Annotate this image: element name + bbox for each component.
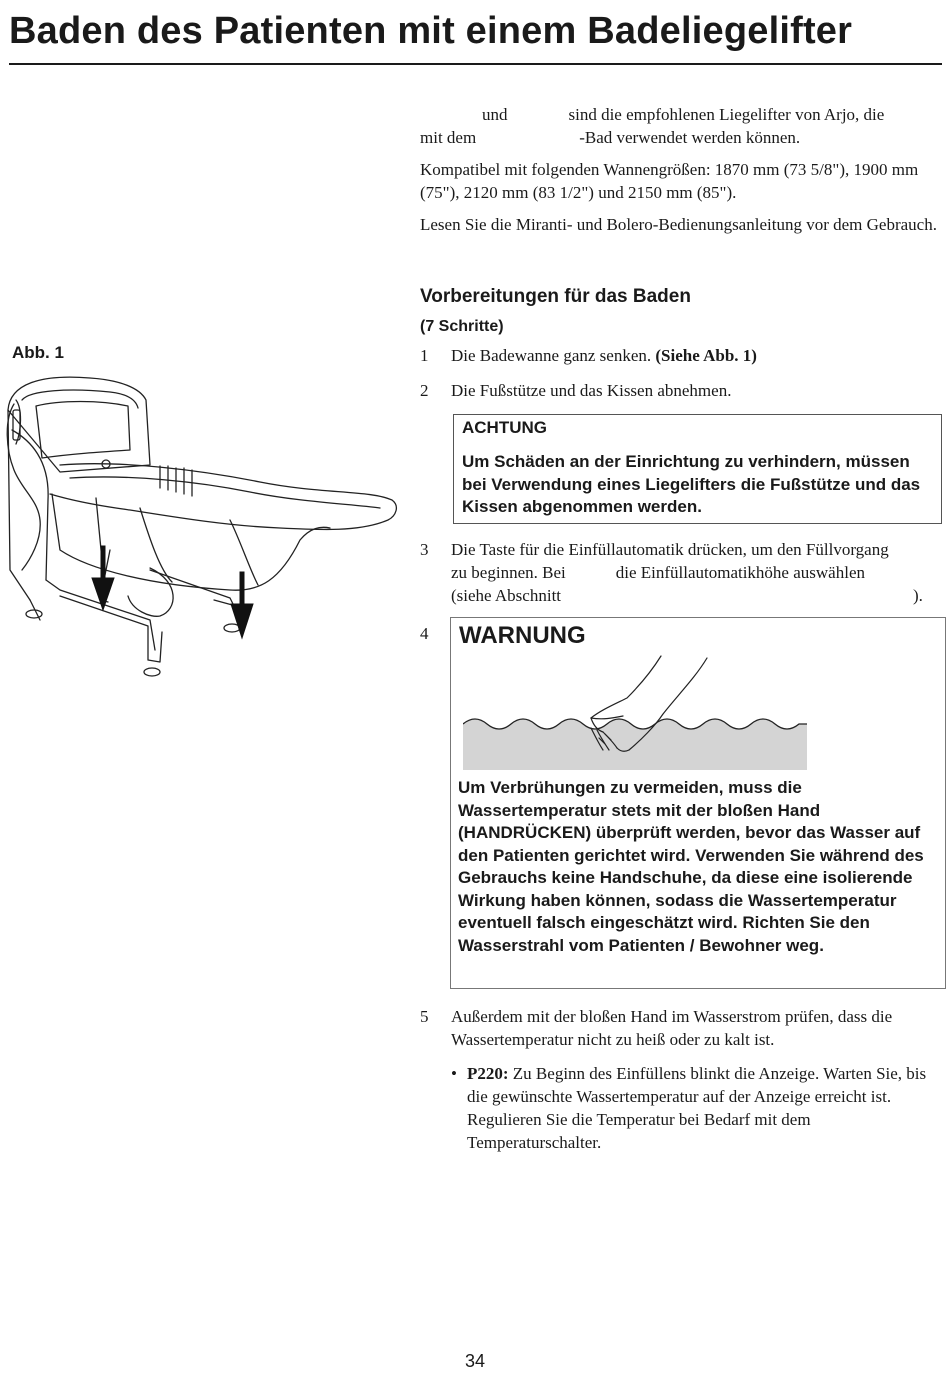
- step-text: Die Taste für die Einfüllautomatik drücken, um den Füllvorgang: [451, 540, 889, 559]
- section-heading: Vorbereitungen für das Baden: [420, 286, 691, 307]
- intro-text-mit-dem: mit dem: [420, 128, 477, 147]
- caution-text: Um Schäden an der Einrichtung zu verhindern, müssen bei Verwendung eines Liegelifters die Fußstütze und das Kissen abgenommen werden.: [462, 452, 921, 516]
- step-text: Die Badewanne ganz senken.: [451, 346, 656, 365]
- step-text: ).: [913, 586, 923, 605]
- warning-box: [450, 617, 946, 989]
- step-text: die Einfüllautomatikhöhe auswählen: [615, 563, 865, 582]
- warning-title: WARNUNG: [459, 622, 586, 649]
- intro-text-bath: -Bad verwendet werden können.: [579, 128, 801, 147]
- step-text: Die Fußstütze und das Kissen abnehmen.: [451, 381, 732, 400]
- step-number: 2: [420, 381, 429, 400]
- step-number: 4: [420, 624, 429, 643]
- step-text: zu beginnen. Bei: [451, 563, 566, 582]
- warning-text: Um Verbrühungen zu vermeiden, muss die Wassertemperatur stets mit der bloßen Hand (HANDRÜCKEN) überprüft werden, bevor das Wasser auf den Patienten gerichtet wird. Verwenden Sie während des Gebrauchs keine Handschuhe, da diese eine isolierende Wirkung haben können, sodass die Wassertemperatur eventuell falsch eingeschätzt wird. Richten Sie den Wasserstrahl vom Patienten / Bewohner weg.: [458, 778, 924, 955]
- section-subheading: (7 Schritte): [420, 318, 504, 335]
- figure-reference: (Siehe Abb. 1): [655, 346, 757, 365]
- caution-title: ACHTUNG: [462, 418, 547, 437]
- intro-paragraph-2: Kompatibel mit folgenden Wannengrößen: 1870 mm (73 5/8"), 1900 mm (75"), 2120 mm (83 1/2") und 2150 mm (85").: [420, 160, 919, 202]
- step-number: 3: [420, 540, 429, 559]
- page-title: Baden des Patienten mit einem Badeliegelifter: [9, 10, 853, 52]
- figure-label: Abb. 1: [12, 343, 64, 362]
- step-number: 1: [420, 346, 429, 365]
- step-text: (siehe Abschnitt: [451, 586, 562, 605]
- intro-text-und: und: [482, 105, 508, 124]
- title-divider: [9, 63, 942, 65]
- page-number: 34: [464, 1351, 486, 1371]
- intro-text-recommended: sind die empfohlenen Liegelifter von Arjo, die: [568, 105, 885, 124]
- caution-box: [453, 414, 942, 524]
- bullet-icon: •: [451, 1064, 457, 1083]
- intro-paragraph-1: [420, 103, 945, 149]
- bullet-text: Zu Beginn des Einfüllens blinkt die Anzeige. Warten Sie, bis die gewünschte Wassertemperatur auf der Anzeige erreicht ist. Regulieren Sie die Temperatur bei Bedarf mit dem Temperaturschalter.: [467, 1064, 927, 1152]
- bathtub-illustration: [0, 370, 400, 680]
- step-number: 5: [420, 1007, 429, 1026]
- bullet-model: P220:: [467, 1064, 509, 1083]
- hand-in-water-icon: [463, 652, 809, 772]
- step-text: Außerdem mit der bloßen Hand im Wasserstrom prüfen, dass die Wassertemperatur nicht zu heiß oder zu kalt ist.: [451, 1007, 893, 1049]
- intro-paragraph-3: Lesen Sie die Miranti- und Bolero-Bedienungsanleitung vor dem Gebrauch.: [420, 215, 937, 234]
